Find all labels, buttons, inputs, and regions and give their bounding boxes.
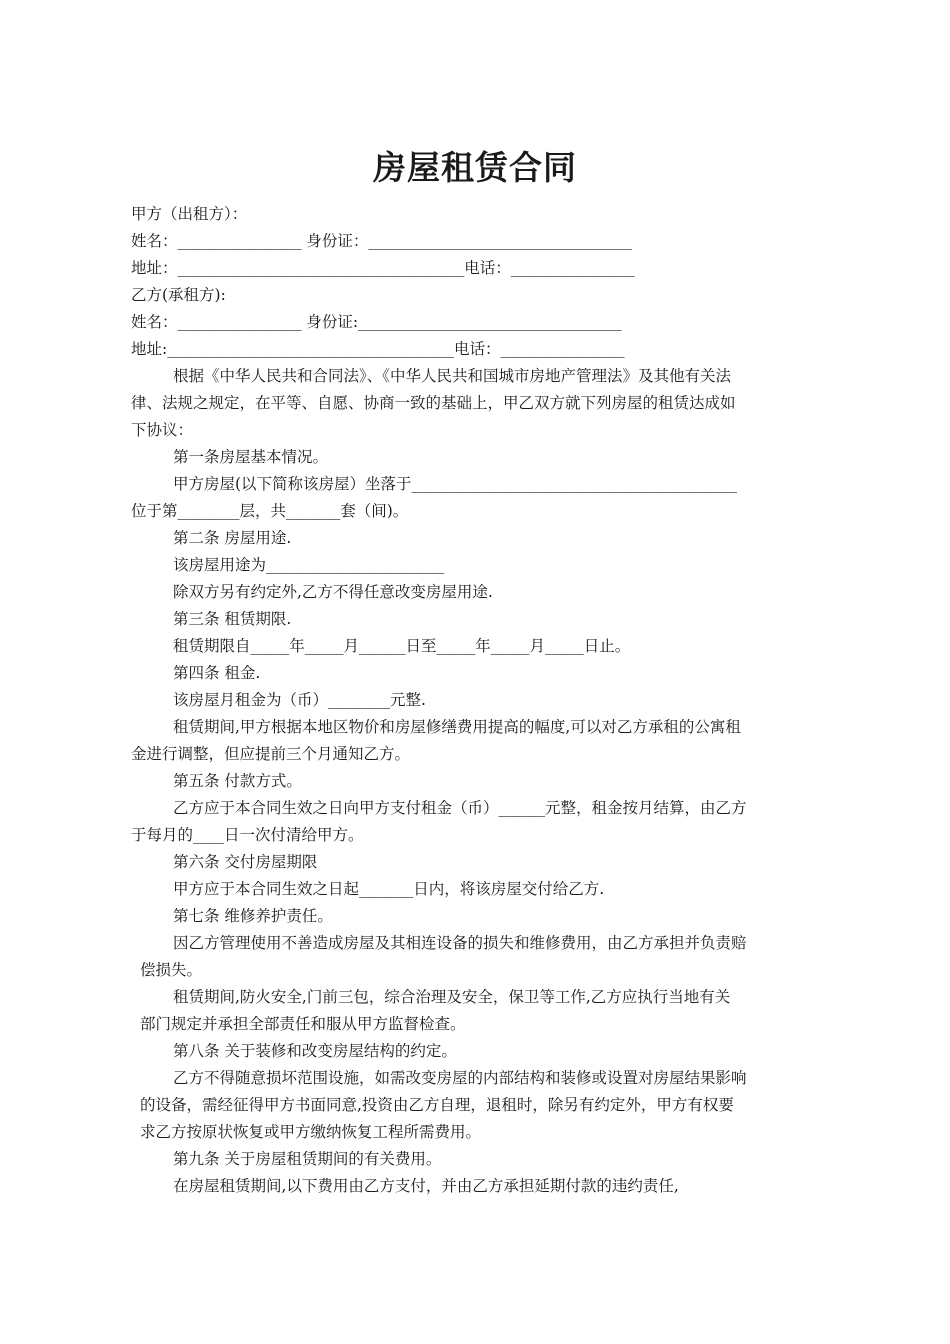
party-a-name-id-line: 姓名：________________ 身份证：__________________________________	[131, 232, 632, 250]
article-heading: 第八条 关于装修和改变房屋结构的约定。	[173, 1042, 457, 1060]
preamble-line: 根据《中华人民共和合同法》、《中华人民共和国城市房地产管理法》及其他有关法	[173, 367, 732, 385]
body-line: 甲方房屋(以下简称该房屋）坐落于__________________________________________	[173, 475, 738, 493]
document-title: 房屋租赁合同	[373, 148, 577, 187]
article-heading: 第九条 关于房屋租赁期间的有关费用。	[173, 1150, 442, 1168]
preamble-line: 律、法规之规定，在平等、自愿、协商一致的基础上，甲乙双方就下列房屋的租赁达成如	[131, 394, 736, 412]
article-heading: 第一条房屋基本情况。	[173, 448, 329, 466]
body-line: 乙方不得随意损坏范围设施，如需改变房屋的内部结构和装修或设置对房屋结果影响	[173, 1069, 747, 1087]
preamble-line: 下协议：	[131, 421, 194, 439]
body-line: 求乙方按原状恢复或甲方缴纳恢复工程所需费用。	[140, 1123, 482, 1141]
body-line: 金进行调整，但应提前三个月通知乙方。	[131, 745, 411, 763]
body-line: 该房屋用途为_______________________	[173, 556, 445, 574]
article-heading: 第二条 房屋用途.	[173, 529, 292, 547]
body-line: 位于第________层，共_______套（间)。	[131, 502, 409, 520]
body-line: 租赁期间,防火安全,门前三包，综合治理及安全，保卫等工作,乙方应执行当地有关	[173, 988, 731, 1006]
party-b-heading: 乙方(承租方):	[131, 286, 226, 304]
body-line: 于每月的____日一次付清给甲方。	[131, 826, 364, 844]
body-line: 的设备，需经征得甲方书面同意,投资由乙方自理，退租时，除另有约定外，甲方有权要	[140, 1096, 734, 1114]
article-heading: 第三条 租赁期限.	[173, 610, 292, 628]
body-line: 该房屋月租金为（币）________元整.	[173, 691, 426, 709]
article-heading: 第六条 交付房屋期限	[173, 853, 318, 871]
body-line: 租赁期间,甲方根据本地区物价和房屋修缮费用提高的幅度,可以对乙方承租的公寓租	[173, 718, 741, 736]
body-line: 在房屋租赁期间,以下费用由乙方支付，并由乙方承担延期付款的违约责任,	[173, 1177, 679, 1195]
article-heading: 第四条 租金.	[173, 664, 261, 682]
article-heading: 第五条 付款方式。	[173, 772, 302, 790]
body-line: 部门规定并承担全部责任和服从甲方监督检查。	[140, 1015, 466, 1033]
party-b-name-id-line: 姓名：________________ 身份证:__________________________________	[131, 313, 622, 331]
body-line: 租赁期限自_____年_____月______日至_____年_____月_____日止。	[173, 637, 631, 655]
body-line: 乙方应于本合同生效之日向甲方支付租金（币）______元整，租金按月结算，由乙方	[173, 799, 747, 817]
body-line: 偿损失。	[140, 961, 203, 979]
body-line: 甲方应于本合同生效之日起_______日内，将该房屋交付给乙方.	[173, 880, 605, 898]
article-heading: 第七条 维修养护责任。	[173, 907, 333, 925]
body-line: 除双方另有约定外,乙方不得任意改变房屋用途.	[173, 583, 493, 601]
party-b-address-phone-line: 地址:_____________________________________电话：________________	[131, 340, 625, 358]
party-a-address-phone-line: 地址：_____________________________________电话：________________	[131, 259, 635, 277]
party-a-heading: 甲方（出租方）：	[131, 205, 248, 223]
body-line: 因乙方管理使用不善造成房屋及其相连设备的损失和维修费用，由乙方承担并负责赔	[173, 934, 747, 952]
